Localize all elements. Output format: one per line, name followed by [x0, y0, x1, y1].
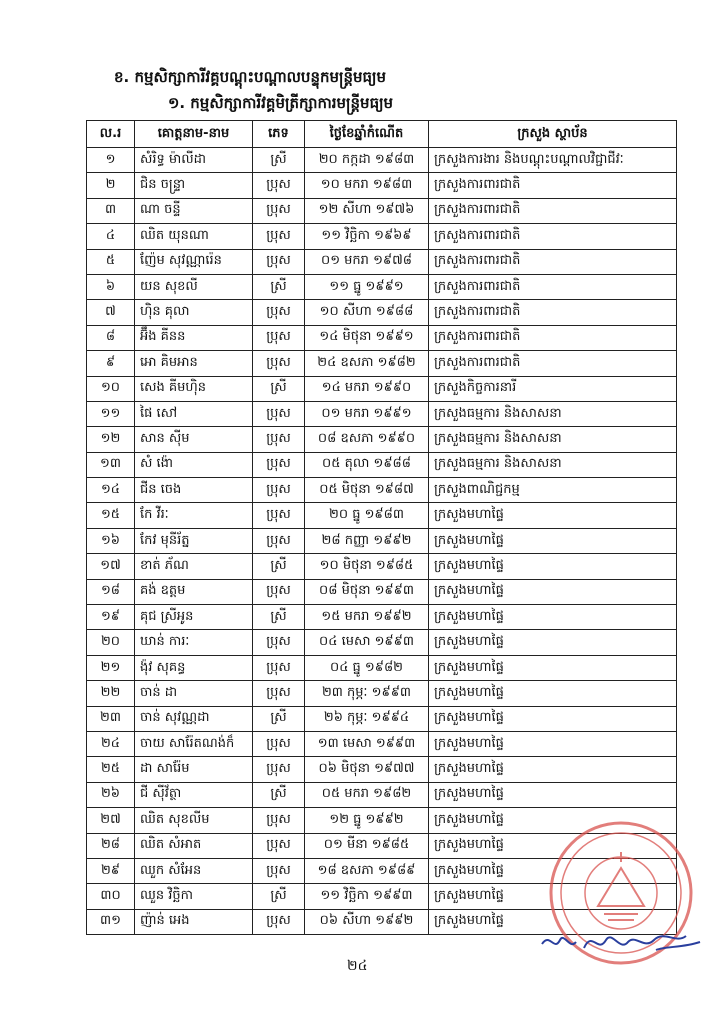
cell-ministry: ក្រសួងមហាផ្ទៃ	[429, 655, 677, 680]
cell-number: ២៤	[87, 731, 135, 756]
cell-name: សេង គីមហ៊ិន	[135, 376, 253, 401]
cell-number: ១៥	[87, 503, 135, 528]
cell-name: ដា សារ៉ែម	[135, 757, 253, 782]
table-row	[87, 148, 677, 173]
table-row	[87, 376, 677, 401]
cell-ministry: ក្រសួងការពារជាតិ	[429, 173, 677, 198]
cell-ministry: ក្រសួងកិច្ចការនារី	[429, 376, 677, 401]
cell-birthdate: ០៨ មិថុនា ១៩៩៣	[305, 579, 429, 604]
cell-sex: ប្រុស	[253, 452, 305, 477]
cell-ministry: ក្រសួងការងារ និងបណ្តុះបណ្តាលវិជ្ជាជីវៈ	[429, 148, 677, 173]
cell-name: គង់ ឧត្តម	[135, 579, 253, 604]
table-row	[87, 198, 677, 223]
cell-ministry: ក្រសួងមហាផ្ទៃ	[429, 605, 677, 630]
cell-sex: ស្រី	[253, 376, 305, 401]
table-row	[87, 655, 677, 680]
table-header-row	[87, 121, 677, 148]
cell-birthdate: ១៤ មករា ១៩៩០	[305, 376, 429, 401]
cell-ministry: ក្រសួងការពារជាតិ	[429, 351, 677, 376]
cell-birthdate: ១០ សីហា ១៩៨៨	[305, 300, 429, 325]
cell-ministry: ក្រសួងមហាផ្ទៃ	[429, 909, 677, 934]
table-row	[87, 351, 677, 376]
cell-birthdate: ០៥ តុលា ១៩៨៨	[305, 452, 429, 477]
cell-sex: ស្រី	[253, 782, 305, 807]
cell-number: ៣០	[87, 884, 135, 909]
table-row	[87, 478, 677, 503]
cell-number: ១១	[87, 401, 135, 426]
cell-ministry: ក្រសួងការពារជាតិ	[429, 198, 677, 223]
cell-ministry: ក្រសួងមហាផ្ទៃ	[429, 731, 677, 756]
cell-name: ញ៉ាន់ អេង	[135, 909, 253, 934]
table-row	[87, 706, 677, 731]
cell-sex: ប្រុស	[253, 858, 305, 883]
cell-number: ១៨	[87, 579, 135, 604]
cell-number: ៤	[87, 224, 135, 249]
table-row	[87, 325, 677, 350]
cell-name: ឈិត សុខលីម	[135, 808, 253, 833]
cell-number: ១៧	[87, 554, 135, 579]
table-row	[87, 401, 677, 426]
cell-birthdate: ១០ មករា ១៩៨៣	[305, 173, 429, 198]
cell-sex: ប្រុស	[253, 503, 305, 528]
table-row	[87, 300, 677, 325]
cell-sex: ស្រី	[253, 884, 305, 909]
cell-name: ជិន ចន្ទ្រា	[135, 173, 253, 198]
cell-name: អោ គិមអាន	[135, 351, 253, 376]
cell-number: ១៤	[87, 478, 135, 503]
table-row	[87, 731, 677, 756]
table-row	[87, 274, 677, 299]
cell-ministry: ក្រសួងការពារជាតិ	[429, 300, 677, 325]
cell-birthdate: ២០ ធ្នូ ១៩៨៣	[305, 503, 429, 528]
table-row	[87, 173, 677, 198]
cell-ministry: ក្រសួងមហាផ្ទៃ	[429, 579, 677, 604]
table-row	[87, 452, 677, 477]
cell-sex: ប្រុស	[253, 655, 305, 680]
cell-name: សំរិទ្ធ ម៉ាលីដា	[135, 148, 253, 173]
cell-birthdate: ០៦ មិថុនា ១៩៧៧	[305, 757, 429, 782]
cell-sex: ប្រុស	[253, 249, 305, 274]
cell-birthdate: ១១ វិច្ឆិកា ១៩៩៣	[305, 884, 429, 909]
cell-ministry: ក្រសួងមហាផ្ទៃ	[429, 681, 677, 706]
table-row	[87, 605, 677, 630]
cell-birthdate: ០៤ មេសា ១៩៩៣	[305, 630, 429, 655]
trainee-table	[86, 120, 677, 935]
cell-ministry: ក្រសួងធម្មការ និងសាសនា	[429, 401, 677, 426]
cell-sex: ស្រី	[253, 148, 305, 173]
cell-birthdate: ១១ ធ្នូ ១៩៩១	[305, 274, 429, 299]
table-row	[87, 503, 677, 528]
cell-birthdate: ២៣ កុម្ភៈ ១៩៩៣	[305, 681, 429, 706]
cell-sex: ប្រុស	[253, 300, 305, 325]
cell-number: ៩	[87, 351, 135, 376]
cell-ministry: ក្រសួងការពារជាតិ	[429, 249, 677, 274]
cell-number: ២៥	[87, 757, 135, 782]
cell-number: ២៣	[87, 706, 135, 731]
cell-sex: ប្រុស	[253, 351, 305, 376]
cell-sex: ប្រុស	[253, 478, 305, 503]
cell-name: ជី ស៊ីវ័ត្ថា	[135, 782, 253, 807]
cell-name: កែវ មុនីរ័ត្ន	[135, 528, 253, 553]
table-row	[87, 681, 677, 706]
table-row	[87, 224, 677, 249]
header-number: ល.រ	[87, 121, 135, 148]
cell-sex: ប្រុស	[253, 173, 305, 198]
cell-name: ចាន់ ដា	[135, 681, 253, 706]
cell-number: ១	[87, 148, 135, 173]
header-birthdate: ថ្ងៃខែឆ្នាំកំណើត	[305, 121, 429, 148]
cell-name: ញ៉ែម សុវណ្ណារ៉េន	[135, 249, 253, 274]
table-row	[87, 249, 677, 274]
cell-birthdate: ០៥ មករា ១៩៨២	[305, 782, 429, 807]
cell-number: ២១	[87, 655, 135, 680]
cell-name: ឈិត សំអាត	[135, 833, 253, 858]
cell-sex: ប្រុស	[253, 427, 305, 452]
cell-ministry: ក្រសួងការពារជាតិ	[429, 274, 677, 299]
cell-name: ឈួក សំអែន	[135, 858, 253, 883]
table-row	[87, 528, 677, 553]
cell-sex: ប្រុស	[253, 731, 305, 756]
cell-number: ១៦	[87, 528, 135, 553]
cell-name: ហ៊ិន គុលា	[135, 300, 253, 325]
cell-sex: ប្រុស	[253, 579, 305, 604]
cell-number: ២	[87, 173, 135, 198]
cell-sex: ប្រុស	[253, 325, 305, 350]
cell-sex: ស្រី	[253, 554, 305, 579]
cell-name: ខាត់ ភ័ណ	[135, 554, 253, 579]
cell-birthdate: ២៦ កុម្ភៈ ១៩៩៤	[305, 706, 429, 731]
cell-birthdate: ១០ មិថុនា ១៩៨៥	[305, 554, 429, 579]
cell-name: យន សុខលី	[135, 274, 253, 299]
cell-birthdate: ១៣ មេសា ១៩៩៣	[305, 731, 429, 756]
cell-ministry: ក្រសួងមហាផ្ទៃ	[429, 757, 677, 782]
cell-number: ១៩	[87, 605, 135, 630]
cell-number: ៨	[87, 325, 135, 350]
cell-birthdate: ២៤ ឧសភា ១៩៨២	[305, 351, 429, 376]
cell-ministry: ក្រសួងមហាផ្ទៃ	[429, 706, 677, 731]
cell-name: អ៊ឹង គីនន	[135, 325, 253, 350]
cell-name: ជីន ចេង	[135, 478, 253, 503]
cell-ministry: ក្រសួងមហាផ្ទៃ	[429, 884, 677, 909]
cell-birthdate: ០៥ មិថុនា ១៩៨៧	[305, 478, 429, 503]
cell-name: គុជ ស្រីអូន	[135, 605, 253, 630]
cell-ministry: ក្រសួងមហាផ្ទៃ	[429, 554, 677, 579]
table-row	[87, 782, 677, 807]
table-body	[87, 148, 677, 935]
cell-ministry: ក្រសួងមហាផ្ទៃ	[429, 808, 677, 833]
cell-birthdate: ១២ សីហា ១៩៧៦	[305, 198, 429, 223]
cell-sex: ប្រុស	[253, 401, 305, 426]
cell-number: ២៦	[87, 782, 135, 807]
cell-sex: ស្រី	[253, 274, 305, 299]
cell-number: ១៣	[87, 452, 135, 477]
header-sex: ភេទ	[253, 121, 305, 148]
cell-birthdate: ១៤ មិថុនា ១៩៩១	[305, 325, 429, 350]
cell-name: កែ វីរៈ	[135, 503, 253, 528]
cell-name: ចាយ សារ៉ែតណង់ក៏	[135, 731, 253, 756]
cell-ministry: ក្រសួងធម្មការ និងសាសនា	[429, 427, 677, 452]
cell-sex: ប្រុស	[253, 630, 305, 655]
cell-number: ២៨	[87, 833, 135, 858]
cell-sex: ស្រី	[253, 706, 305, 731]
cell-number: ៣១	[87, 909, 135, 934]
cell-number: ៥	[87, 249, 135, 274]
cell-birthdate: ២០ កក្កដា ១៩៨៣	[305, 148, 429, 173]
cell-ministry: ក្រសួងមហាផ្ទៃ	[429, 528, 677, 553]
header-ministry: ក្រសួង ស្ថាប័ន	[429, 121, 677, 148]
cell-ministry: ក្រសួងការពារជាតិ	[429, 224, 677, 249]
section-heading: ខ. កម្មសិក្សាការីវគ្គបណ្តុះបណ្តាលបន្ទុកមន្ត្រីមធ្យម	[114, 68, 387, 86]
cell-sex: ប្រុស	[253, 528, 305, 553]
cell-birthdate: ០៨ ឧសភា ១៩៩០	[305, 427, 429, 452]
cell-ministry: ក្រសួងការពារជាតិ	[429, 325, 677, 350]
cell-number: ២៧	[87, 808, 135, 833]
header-name: គោត្តនាម-នាម	[135, 121, 253, 148]
cell-name: ឈិត យុនណា	[135, 224, 253, 249]
cell-sex: ស្រី	[253, 605, 305, 630]
cell-number: ៣	[87, 198, 135, 223]
cell-ministry: ក្រសួងពាណិជ្ជកម្ម	[429, 478, 677, 503]
cell-ministry: ក្រសួងមហាផ្ទៃ	[429, 858, 677, 883]
cell-birthdate: ០១ មករា ១៩៩១	[305, 401, 429, 426]
cell-number: ៦	[87, 274, 135, 299]
cell-sex: ប្រុស	[253, 681, 305, 706]
cell-birthdate: ១២ ធ្នូ ១៩៩២	[305, 808, 429, 833]
cell-number: ៧	[87, 300, 135, 325]
cell-ministry: ក្រសួងមហាផ្ទៃ	[429, 503, 677, 528]
cell-birthdate: ២៨ កញ្ញា ១៩៩២	[305, 528, 429, 553]
cell-number: ២៩	[87, 858, 135, 883]
cell-birthdate: ០៤ ធ្នូ ១៩៨២	[305, 655, 429, 680]
cell-name: សាន ស៊ីម	[135, 427, 253, 452]
cell-name: ណា ចន្ទី	[135, 198, 253, 223]
cell-number: ១០	[87, 376, 135, 401]
handwritten-signature	[536, 922, 706, 962]
cell-ministry: ក្រសួងមហាផ្ទៃ	[429, 630, 677, 655]
page-number: ២៤	[347, 958, 368, 974]
cell-ministry: ក្រសួងធម្មការ និងសាសនា	[429, 452, 677, 477]
cell-name: ឃាន់ ការៈ	[135, 630, 253, 655]
cell-birthdate: ១៥ មករា ១៩៩២	[305, 605, 429, 630]
cell-sex: ប្រុស	[253, 224, 305, 249]
cell-name: ឈួន វិច្ឆិកា	[135, 884, 253, 909]
cell-birthdate: ០១ មីនា ១៩៨៥	[305, 833, 429, 858]
cell-number: ២២	[87, 681, 135, 706]
cell-name: ផៃ សៅ	[135, 401, 253, 426]
cell-ministry: ក្រសួងមហាផ្ទៃ	[429, 782, 677, 807]
cell-sex: ប្រុស	[253, 808, 305, 833]
cell-birthdate: ១១ វិច្ឆិកា ១៩៦៩	[305, 224, 429, 249]
table-row	[87, 427, 677, 452]
cell-birthdate: ០៦ សីហា ១៩៩២	[305, 909, 429, 934]
table-row	[87, 554, 677, 579]
cell-name: ចាន់ សុវណ្ណដា	[135, 706, 253, 731]
cell-birthdate: ១៨ ឧសភា ១៩៨៩	[305, 858, 429, 883]
cell-name: សំ ង៉ោ	[135, 452, 253, 477]
cell-ministry: ក្រសួងមហាផ្ទៃ	[429, 833, 677, 858]
table-row	[87, 579, 677, 604]
table-row	[87, 630, 677, 655]
cell-sex: ប្រុស	[253, 833, 305, 858]
cell-name: ង៉ុវ សុគន្ធ	[135, 655, 253, 680]
table-row	[87, 757, 677, 782]
cell-sex: ប្រុស	[253, 909, 305, 934]
cell-number: ២០	[87, 630, 135, 655]
cell-number: ១២	[87, 427, 135, 452]
subsection-heading: ១. កម្មសិក្សាការីវគ្គមិត្រីក្សាការមន្ត្រីមធ្យម	[168, 94, 394, 112]
cell-sex: ប្រុស	[253, 757, 305, 782]
cell-birthdate: ០១ មករា ១៩៧៨	[305, 249, 429, 274]
cell-sex: ប្រុស	[253, 198, 305, 223]
